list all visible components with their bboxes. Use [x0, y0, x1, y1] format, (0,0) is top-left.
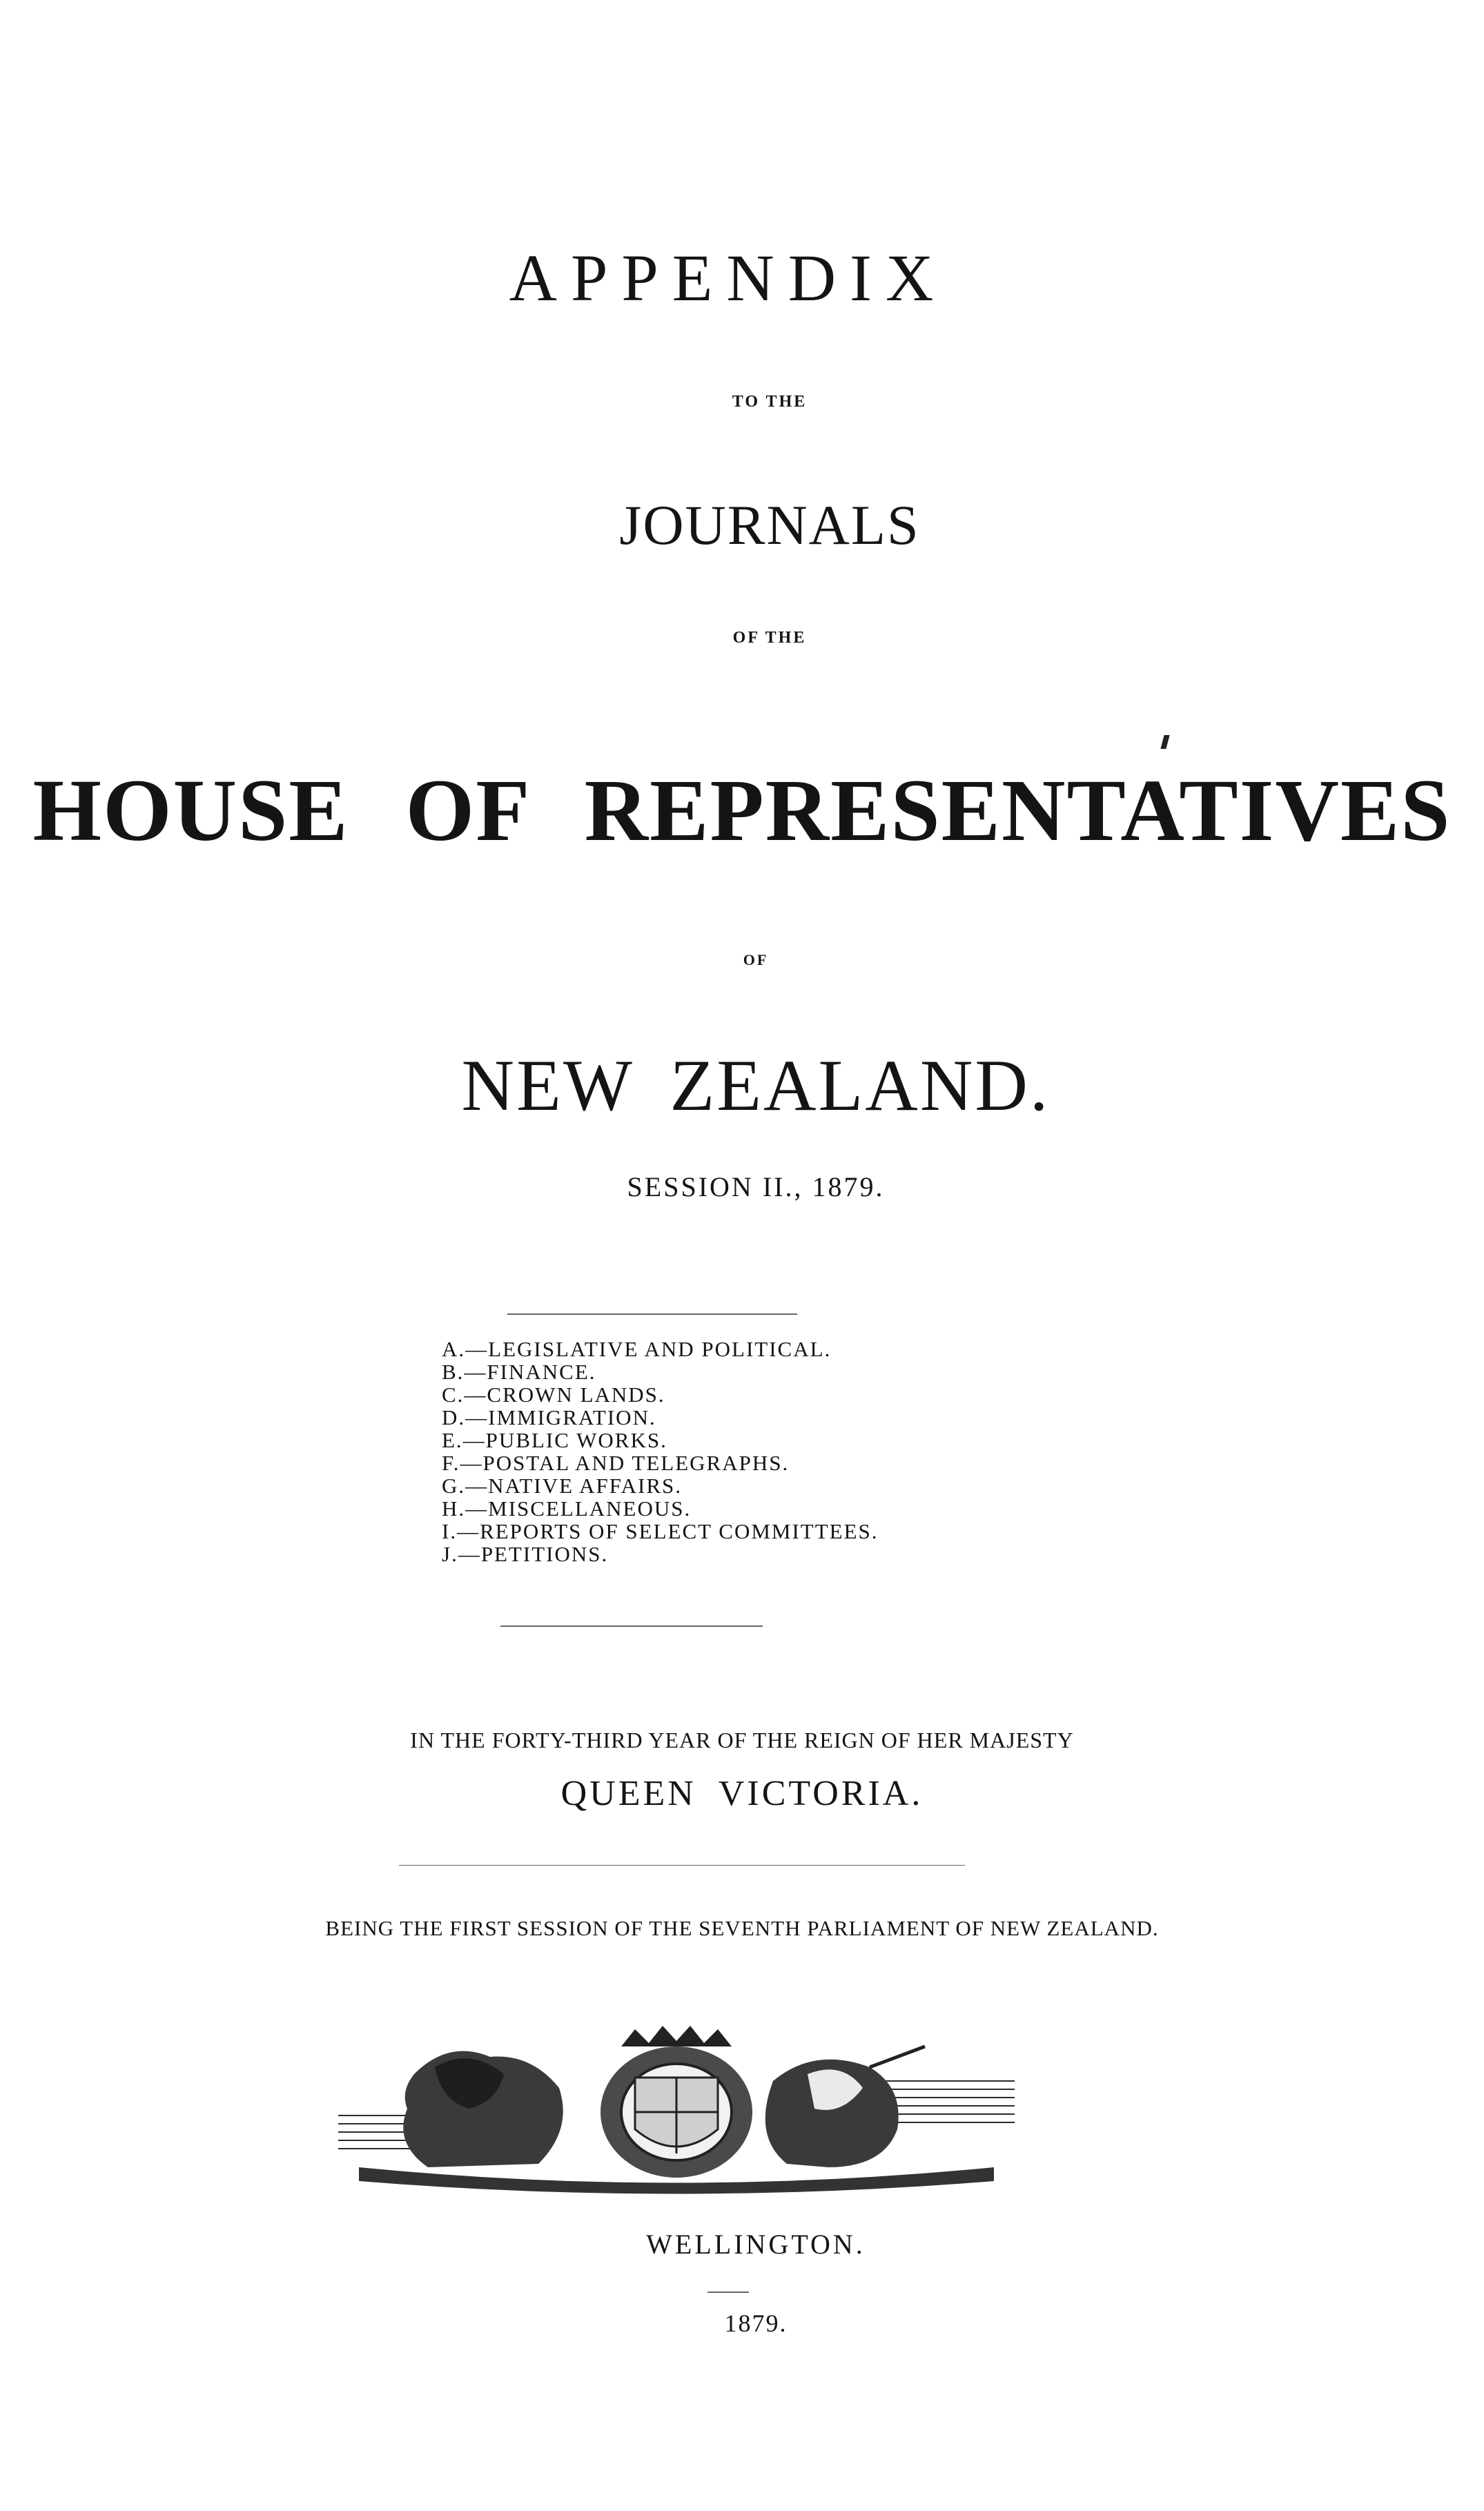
list-item: C.—CROWN LANDS.: [442, 1382, 665, 1407]
imprint-year: 1879.: [724, 2309, 788, 2337]
journals-heading: JOURNALS: [619, 494, 920, 556]
contents-list: [442, 1338, 879, 1565]
list-item: E.—PUBLIC WORKS.: [442, 1428, 667, 1452]
session-line: SESSION II., 1879.: [627, 1171, 885, 1202]
divider-top: [507, 1313, 797, 1315]
of-the-label: OF THE: [732, 629, 807, 647]
divider-bottom: [399, 1865, 965, 1866]
to-the-label: TO THE: [732, 393, 808, 411]
appendix-heading: APPENDIX: [509, 241, 948, 315]
list-item: F.—POSTAL AND TELEGRAPHS.: [442, 1451, 790, 1475]
queen-line: QUEEN VICTORIA.: [560, 1774, 924, 1813]
list-item: H.—MISCELLANEOUS.: [442, 1496, 692, 1521]
list-item: G.—NATIVE AFFAIRS.: [442, 1474, 683, 1498]
list-item: B.—FINANCE.: [442, 1360, 596, 1384]
list-item: I.—REPORTS OF SELECT COMMITTEES.: [442, 1519, 879, 1543]
ink-mark: [1160, 735, 1169, 749]
of-label: OF: [743, 951, 769, 968]
list-item: J.—PETITIONS.: [442, 1542, 609, 1566]
parliament-line: BEING THE FIRST SESSION OF THE SEVENTH PARLIAMENT OF NEW ZEALAND.: [325, 1916, 1159, 1940]
imprint-rule: [707, 2292, 749, 2293]
imprint-place: WELLINGTON.: [646, 2229, 866, 2260]
list-item: A.—LEGISLATIVE AND POLITICAL.: [442, 1337, 832, 1361]
royal-coat-of-arms-icon: [331, 2026, 1022, 2195]
reign-line: IN THE FORTY-THIRD YEAR OF THE REIGN OF HER MAJESTY: [410, 1728, 1074, 1752]
country-heading: NEW ZEALAND.: [461, 1045, 1051, 1126]
divider-middle: [500, 1625, 763, 1627]
house-heading: HOUSE OF REPRESENTATIVES: [32, 761, 1452, 859]
list-item: D.—IMMIGRATION.: [442, 1405, 656, 1429]
